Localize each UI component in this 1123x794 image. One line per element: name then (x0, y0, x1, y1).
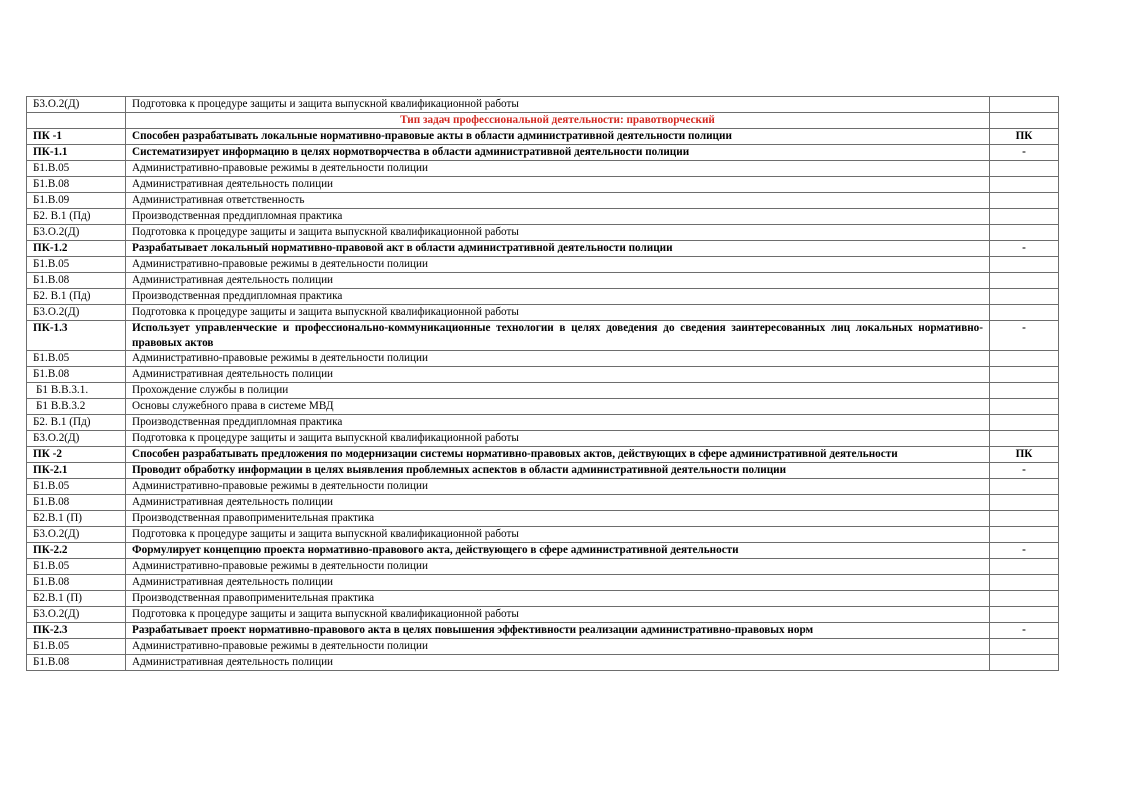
row-code: ПК-2.1 (27, 463, 126, 479)
discipline-row (27, 367, 1059, 383)
row-code: ПК-2.2 (27, 543, 126, 559)
row-code: Б1.В.05 (27, 351, 126, 367)
competency-row (27, 145, 1059, 161)
competency-row (27, 241, 1059, 257)
row-code: ПК-1.3 (27, 321, 126, 351)
row-title: Производственная преддипломная практика (126, 209, 990, 225)
row-type (990, 383, 1059, 399)
row-type (990, 367, 1059, 383)
discipline-row (27, 289, 1059, 305)
discipline-row (27, 607, 1059, 623)
row-code: Б1.В.08 (27, 655, 126, 671)
row-type (990, 305, 1059, 321)
discipline-row (27, 511, 1059, 527)
discipline-row (27, 351, 1059, 367)
row-title: Способен разрабатывать локальные нормативно-правовые акты в области административной деятельности полиции (126, 129, 990, 145)
discipline-row (27, 527, 1059, 543)
discipline-row (27, 193, 1059, 209)
row-code: Б1.В.05 (27, 559, 126, 575)
row-code: Б1.В.08 (27, 575, 126, 591)
discipline-row (27, 97, 1059, 113)
row-title: Подготовка к процедуре защиты и защита выпускной квалификационной работы (126, 431, 990, 447)
discipline-row (27, 383, 1059, 399)
row-title: Прохождение службы в полиции (126, 383, 990, 399)
row-type (990, 559, 1059, 575)
row-code: Б1.В.05 (27, 257, 126, 273)
row-type (990, 607, 1059, 623)
row-code: Б3.О.2(Д) (27, 431, 126, 447)
row-code: Б3.О.2(Д) (27, 305, 126, 321)
row-type (990, 479, 1059, 495)
row-type: - (990, 463, 1059, 479)
row-title: Административная деятельность полиции (126, 367, 990, 383)
row-type (990, 193, 1059, 209)
row-type (990, 495, 1059, 511)
discipline-row (27, 225, 1059, 241)
row-title: Административно-правовые режимы в деятельности полиции (126, 479, 990, 495)
row-type (990, 575, 1059, 591)
row-type: ПК (990, 447, 1059, 463)
row-code: Б1.В.08 (27, 273, 126, 289)
discipline-row (27, 591, 1059, 607)
row-type (990, 209, 1059, 225)
competency-row (27, 447, 1059, 463)
row-code: ПК-2.3 (27, 623, 126, 639)
row-title: Административно-правовые режимы в деятельности полиции (126, 351, 990, 367)
row-code: Б2. В.1 (Пд) (27, 415, 126, 431)
row-type (990, 415, 1059, 431)
row-type (990, 113, 1059, 129)
row-title: Производственная правоприменительная практика (126, 591, 990, 607)
row-code: Б1.В.09 (27, 193, 126, 209)
row-type (990, 257, 1059, 273)
discipline-row (27, 415, 1059, 431)
row-title: Разрабатывает локальный нормативно-правовой акт в области административной деятельности полиции (126, 241, 990, 257)
competency-row (27, 543, 1059, 559)
row-type: ПК (990, 129, 1059, 145)
row-title: Тип задач профессиональной деятельности: правотворческий (126, 113, 990, 129)
row-title: Подготовка к процедуре защиты и защита выпускной квалификационной работы (126, 97, 990, 113)
row-code: Б1.В.08 (27, 367, 126, 383)
row-title: Производственная преддипломная практика (126, 289, 990, 305)
discipline-row (27, 257, 1059, 273)
row-title: Административная деятельность полиции (126, 575, 990, 591)
row-title: Административно-правовые режимы в деятельности полиции (126, 257, 990, 273)
row-type: - (990, 321, 1059, 351)
row-title: Производственная правоприменительная практика (126, 511, 990, 527)
row-code: Б3.О.2(Д) (27, 225, 126, 241)
discipline-row (27, 479, 1059, 495)
row-title: Административная деятельность полиции (126, 655, 990, 671)
row-type: - (990, 145, 1059, 161)
row-title: Формулирует концепцию проекта нормативно-правового акта, действующего в сфере административной деятельности (126, 543, 990, 559)
row-type (990, 161, 1059, 177)
row-title: Административная деятельность полиции (126, 273, 990, 289)
discipline-row (27, 161, 1059, 177)
row-title: Подготовка к процедуре защиты и защита выпускной квалификационной работы (126, 225, 990, 241)
row-code: ПК -2 (27, 447, 126, 463)
row-type: - (990, 241, 1059, 257)
discipline-row (27, 575, 1059, 591)
row-type (990, 431, 1059, 447)
row-type (990, 511, 1059, 527)
row-title: Подготовка к процедуре защиты и защита выпускной квалификационной работы (126, 305, 990, 321)
row-title: Использует управленческие и профессионально-коммуникационные технологии в целях доведения до сведения заинтересованных лиц локальных нормативно-правовых актов (126, 321, 990, 351)
row-type (990, 399, 1059, 415)
row-type (990, 273, 1059, 289)
section-heading-row (27, 113, 1059, 129)
competency-table (26, 96, 1059, 671)
discipline-row (27, 209, 1059, 225)
row-title: Систематизирует информацию в целях нормотворчества в области административной деятельности полиции (126, 145, 990, 161)
discipline-row (27, 177, 1059, 193)
discipline-row (27, 305, 1059, 321)
row-code: Б1.В.05 (27, 479, 126, 495)
row-type: - (990, 623, 1059, 639)
row-type (990, 225, 1059, 241)
discipline-row (27, 273, 1059, 289)
row-title: Административно-правовые режимы в деятельности полиции (126, 161, 990, 177)
row-title: Проводит обработку информации в целях выявления проблемных аспектов в области административной деятельности полиции (126, 463, 990, 479)
row-type (990, 639, 1059, 655)
row-title: Подготовка к процедуре защиты и защита выпускной квалификационной работы (126, 607, 990, 623)
row-code: Б1.В.05 (27, 639, 126, 655)
discipline-row (27, 639, 1059, 655)
row-title: Административная ответственность (126, 193, 990, 209)
table-body (27, 97, 1059, 671)
row-code: Б1.В.08 (27, 495, 126, 511)
row-code: ПК-1.2 (27, 241, 126, 257)
row-code: ПК -1 (27, 129, 126, 145)
row-title: Основы служебного права в системе МВД (126, 399, 990, 415)
row-code (27, 113, 126, 129)
row-code: Б3.О.2(Д) (27, 97, 126, 113)
row-code: Б2. В.1 (Пд) (27, 209, 126, 225)
discipline-row (27, 655, 1059, 671)
row-code: Б1 В.В.3.1. (27, 383, 126, 399)
row-title: Способен разрабатывать предложения по модернизации системы нормативно-правовых актов, действующих в сфере административной деятельности (126, 447, 990, 463)
competency-row (27, 129, 1059, 145)
row-title: Разрабатывает проект нормативно-правового акта в целях повышения эффективности реализации административно-правовых норм (126, 623, 990, 639)
row-title: Административная деятельность полиции (126, 495, 990, 511)
row-title: Административно-правовые режимы в деятельности полиции (126, 559, 990, 575)
row-type: - (990, 543, 1059, 559)
row-type (990, 177, 1059, 193)
row-title: Административная деятельность полиции (126, 177, 990, 193)
row-type (990, 655, 1059, 671)
row-type (990, 591, 1059, 607)
discipline-row (27, 431, 1059, 447)
competency-row (27, 623, 1059, 639)
row-type (990, 97, 1059, 113)
row-title: Подготовка к процедуре защиты и защита выпускной квалификационной работы (126, 527, 990, 543)
row-code: ПК-1.1 (27, 145, 126, 161)
row-code: Б1 В.В.3.2 (27, 399, 126, 415)
discipline-row (27, 559, 1059, 575)
row-type (990, 527, 1059, 543)
row-type (990, 351, 1059, 367)
discipline-row (27, 495, 1059, 511)
row-type (990, 289, 1059, 305)
row-code: Б1.В.05 (27, 161, 126, 177)
row-title: Производственная преддипломная практика (126, 415, 990, 431)
row-title: Административно-правовые режимы в деятельности полиции (126, 639, 990, 655)
row-code: Б3.О.2(Д) (27, 607, 126, 623)
competency-row (27, 463, 1059, 479)
row-code: Б2.В.1 (П) (27, 591, 126, 607)
competency-row (27, 321, 1059, 351)
row-code: Б1.В.08 (27, 177, 126, 193)
discipline-row (27, 399, 1059, 415)
row-code: Б3.О.2(Д) (27, 527, 126, 543)
row-code: Б2. В.1 (Пд) (27, 289, 126, 305)
row-code: Б2.В.1 (П) (27, 511, 126, 527)
